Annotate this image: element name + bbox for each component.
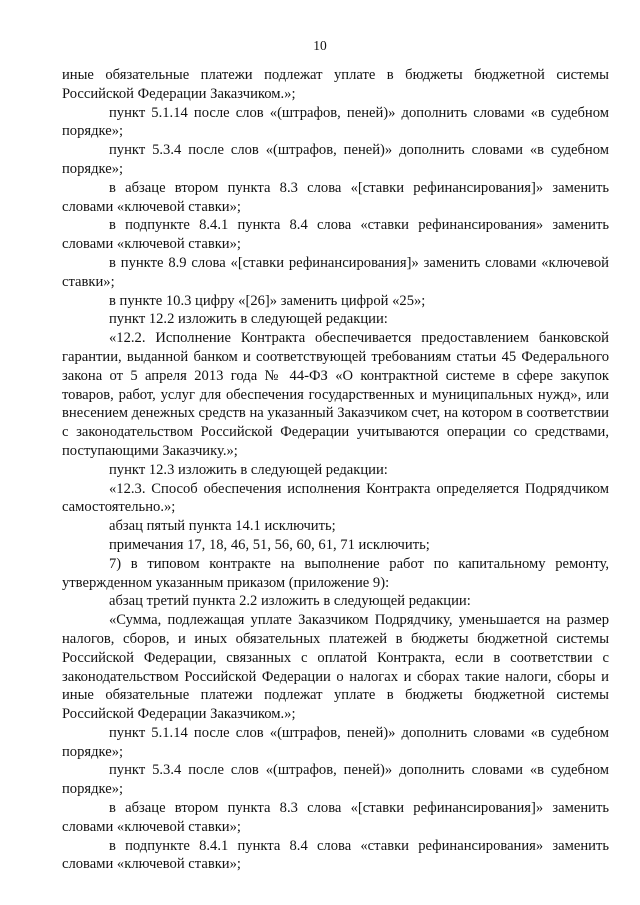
paragraph-item-8-9: в пункте 8.9 слова «[ставки рефинансирования]» заменить словами «ключевой ставки»; (62, 254, 609, 290)
paragraph-notes-removal: примечания 17, 18, 46, 51, 56, 60, 61, 71 исключить; (109, 536, 430, 553)
paragraph-item-5-3-4-repeat: пункт 5.3.4 после слов «(штрафов, пеней)» дополнить словами «в судебном порядке»; (62, 762, 609, 798)
paragraph-item-5-1-14-repeat: пункт 5.1.14 после слов «(штрафов, пеней)» дополнить словами «в судебном порядке»; (62, 724, 609, 760)
paragraph-item-8-3-repeat: в абзаце втором пункта 8.3 слова «[ставки рефинансирования]» заменить словами «ключевой ставки»; (62, 800, 609, 835)
paragraph-item-8-3: в абзаце втором пункта 8.3 слова «[ставки рефинансирования]» заменить словами «ключевой ставки»; (62, 179, 609, 215)
paragraph-item-12-3-intro: пункт 12.3 изложить в следующей редакции: (109, 461, 388, 478)
paragraph-item-12-3-text: «12.3. Способ обеспечения исполнения Контракта определяется Подрядчиком самостоятельно.»; (62, 480, 609, 516)
paragraph-item-5-1-14: пункт 5.1.14 после слов «(штрафов, пеней)» дополнить словами «в судебном порядке»; (62, 104, 609, 140)
paragraph-item-10-3: в пункте 10.3 цифру «[26]» заменить цифрой «25»; (109, 292, 426, 309)
document-body (62, 66, 609, 874)
paragraph-section-7: 7) в типовом контракте на выполнение работ по капитальному ремонту, утвержденном указанным приказом (приложение 9): (62, 555, 609, 591)
paragraph-continuation: иные обязательные платежи подлежат уплате в бюджеты бюджетной системы Российской Федерации Заказчиком.»; (62, 67, 609, 102)
paragraph-item-2-2-intro: абзац третий пункта 2.2 изложить в следующей редакции: (109, 593, 471, 610)
page-number: 10 (313, 38, 327, 53)
paragraph-item-5-3-4: пункт 5.3.4 после слов «(штрафов, пеней)» дополнить словами «в судебном порядке»; (62, 142, 609, 177)
paragraph-item-8-4-1-repeat: в подпункте 8.4.1 пункта 8.4 слова «ставки рефинансирования» заменить словами «ключевой ставки»; (62, 837, 609, 873)
paragraph-item-2-2-text: «Сумма, подлежащая уплате Заказчиком Подрядчику, уменьшается на размер налогов, сборов, и иных обязательных платежей в бюджеты бюджетной системы Российской Федерации, связанных с оплатой Контракта, если в соответствии с законодательством Российской Федерации о налогах и сборах такие налоги, сборы и иные обязательные платежи подлежат уплате в бюджеты бюджетной системы Российской Федерации Заказчиком.»; (62, 612, 609, 723)
paragraph-item-8-4-1: в подпункте 8.4.1 пункта 8.4 слова «ставки рефинансирования» заменить словами «ключевой ставки»; (62, 217, 609, 253)
paragraph-item-14-1: абзац пятый пункта 14.1 исключить; (109, 518, 336, 535)
paragraph-item-12-2-text: «12.2. Исполнение Контракта обеспечивается предоставлением банковской гарантии, выданной банком и соответствующей требованиям статьи 45 Федерального закона от 5 апреля 2013 года № 44-ФЗ «О контрактной системе в сфере закупок товаров, работ, услуг для обеспечения государственных и муниципальных нужд», или внесением денежных средств на указанный Заказчиком счет, на котором в соответствии с законодательством Российской Федерации учитываются операции со средствами, поступающими Заказчику.»; (62, 330, 609, 459)
paragraph-item-12-2-intro: пункт 12.2 изложить в следующей редакции: (109, 311, 388, 328)
